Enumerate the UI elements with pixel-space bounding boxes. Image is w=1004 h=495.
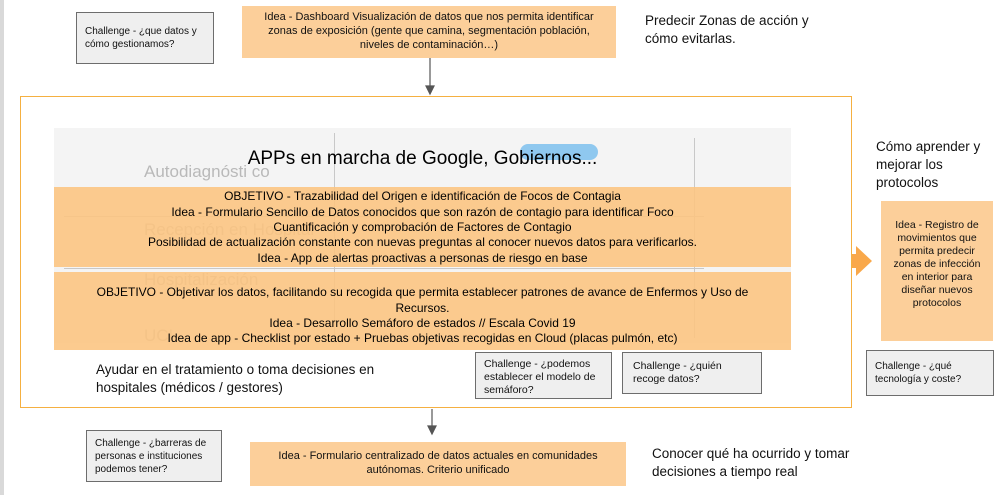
challenge-top: Challenge - ¿que datos y cómo gestionamos? (76, 12, 214, 64)
band-2-line: OBJETIVO - Objetivar los datos, facilitando su recogida que permita establecer patrones de avance de Enfermos y Uso de Recursos. (96, 285, 749, 315)
note-predecir: Predecir Zonas de acción y cómo evitarlas. (645, 13, 809, 46)
left-edge-divider (0, 0, 4, 495)
idea-dashboard: Idea - Dashboard Visualización de datos que nos permita identificar zonas de exposición (gente que camina, segmentación población, niveles de contaminación…) (242, 6, 616, 58)
band-1-line: Posibilidad de actualización constante con nuevas preguntas al conocer nuevos datos para verificarlos. (148, 235, 697, 249)
band-1-line: OBJETIVO - Trazabilidad del Origen e identificación de Focos de Contagia (224, 189, 621, 203)
challenge-tecnologia: Challenge - ¿qué tecnología y coste? (866, 350, 994, 396)
arrow-bottom-down (428, 409, 436, 434)
band-1-line: Cuantificación y comprobación de Factores de Contagio (273, 220, 572, 234)
band-2-line: Idea - Desarrollo Semáforo de estados // Escala Covid 19 (269, 316, 576, 330)
band-1-line: Idea - App de alertas proactivas a personas de riesgo en base (257, 251, 588, 265)
note-protocolos: Cómo aprender y mejorar los protocolos (876, 139, 981, 190)
challenge-quien: Challenge - ¿quién recoge datos? (622, 352, 762, 394)
bg-label-autodiagnostico: Autodiagnósti co (144, 162, 270, 181)
challenge-semaforo: Challenge - ¿podemos establecer el modelo de semáforo? (475, 352, 612, 399)
arrow-top-down (426, 58, 434, 94)
challenge-barreras: Challenge - ¿barreras de personas e instituciones podemos tener? (86, 430, 222, 482)
note-tiempo-real: Conocer qué ha ocurrido y tomar decisiones a tiempo real (652, 446, 850, 479)
idea-formulario-centralizado: Idea - Formulario centralizado de datos actuales en comunidades autónomas. Criterio unificado (250, 442, 626, 486)
apps-title: APPs en marcha de Google, Gobiernos... (247, 148, 598, 169)
idea-registro-movimientos: Idea - Registro de movimientos que permita predecir zonas de infección en interior para diseñar nuevos protocolos (881, 201, 993, 341)
note-hospitales: Ayudar en el tratamiento o toma decisiones en hospitales (médicos / gestores) (96, 362, 375, 395)
band-2-line: Idea de app - Checklist por estado + Pruebas objetivas recogidas en Cloud (placas pulmón, etc) (167, 331, 678, 345)
band-1-line: Idea - Formulario Sencillo de Datos conocidos que son razón de contagio para identificar Foco (171, 205, 674, 219)
bg-divider (64, 268, 704, 269)
